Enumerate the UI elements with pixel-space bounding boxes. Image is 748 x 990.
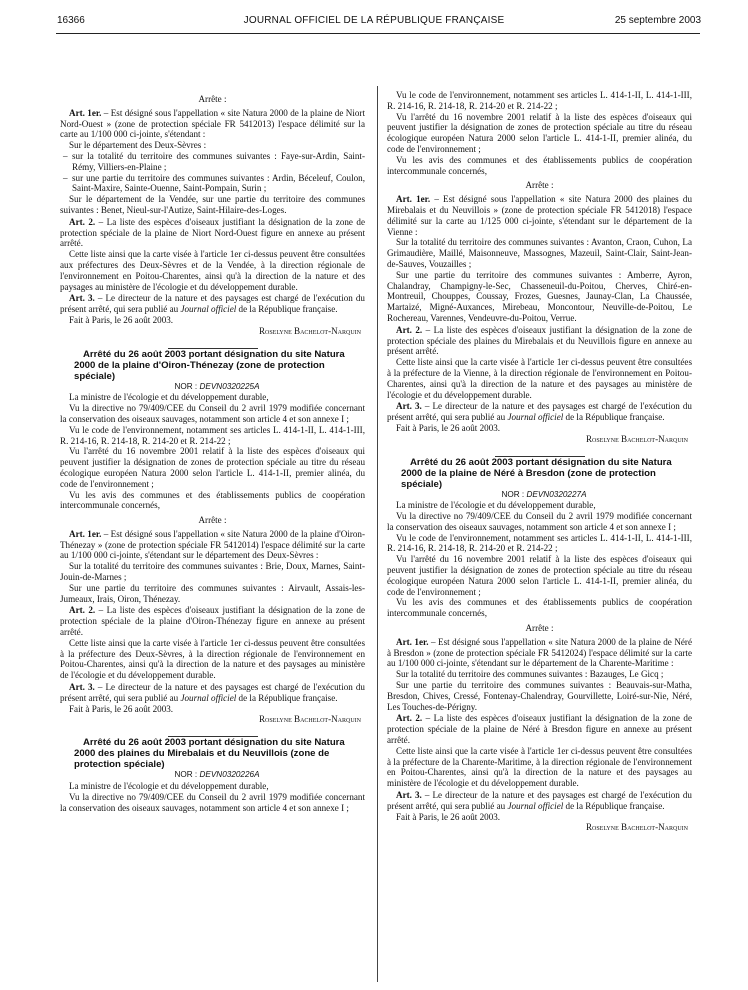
paragraph: La ministre de l'écologie et du développement durable, bbox=[69, 392, 269, 403]
signature-place-date: Fait à Paris, le 26 août 2003. bbox=[69, 314, 174, 325]
article-label: Art. 1er. bbox=[69, 107, 102, 118]
paragraph: Sur une partie du territoire des communes suivantes : Airvault, Assais-les-Jumeaux, Irais, Oiron, Thénezay. bbox=[60, 582, 365, 604]
article-label: Art. 1er. bbox=[396, 636, 429, 647]
signature-place-date: Fait à Paris, le 26 août 2003. bbox=[69, 703, 174, 714]
article-2: Art. 2. – La liste des espèces d'oiseaux justifiant la désignation de la zone de protection spéciale de la plaine de Néré à Bresdon figure en annexe au présent arrêté. bbox=[387, 713, 692, 746]
article-2: Art. 2. – La liste des espèces d'oiseaux justifiant la désignation de la zone de protection spéciale de la plaine d'Oiron-Thénezay figure en annexe au présent arrêté. bbox=[60, 605, 365, 638]
article-1: Art. 1er. – Est désigné sous l'appellation « site Natura 2000 de la plaine de Niort Nord-Ouest » (zone de protection spéciale FR 5412013) l'espace délimité sur la carte au 1/100 000 ci-jointe, s'étendant : bbox=[60, 107, 365, 140]
nor-reference: NOR : DEVN0320225A bbox=[174, 381, 260, 391]
paragraph: Cette liste ainsi que la carte visée à l'article 1er ci-dessus peuvent être consultées aux préfectures des Deux-Sèvres et de la Vendée, à la direction régionale de l'environnement en Poitou-Charentes, ainsi qu'à la direction de la nature et des paysages au ministère de l'écologie et du développement durable. bbox=[60, 249, 365, 292]
header-rule bbox=[56, 33, 700, 34]
journal-title: JOURNAL OFFICIEL DE LA RÉPUBLIQUE FRANÇAISE bbox=[243, 15, 505, 26]
paragraph: Sur la totalité du territoire des communes suivantes : Bazauges, Le Gicq ; bbox=[396, 669, 664, 680]
decree-title: Arrêté du 26 août 2003 portant désignation du site Natura 2000 de la plaine d'Oiron-Thénezay (zone de protection spéciale) bbox=[74, 348, 345, 382]
paragraph: Sur une partie du territoire des communes suivantes : Beauvais-sur-Matha, Bresdon, Chives, Cressé, Fontenay-Chalendray, Gourvillette, Loiré-sur-Nie, Néré, Les Touches-de-Périgny. bbox=[387, 680, 692, 712]
department-line: Sur le département des Deux-Sèvres : bbox=[69, 140, 207, 151]
paragraph: Vu la directive no 79/409/CEE du Conseil du 2 avril 1979 modifiée concernant la conservation des oiseaux sauvages, notamment son article 4 et son annexe I ; bbox=[387, 511, 692, 532]
paragraph: Vu le code de l'environnement, notamment ses articles L. 414-1-II, L. 414-1-III, R. 214-16, R. 214-18, R. 214-20 et R. 214-22 ; bbox=[387, 532, 692, 554]
issue-date: 25 septembre 2003 bbox=[614, 15, 701, 26]
paragraph: Vu l'arrêté du 16 novembre 2001 relatif à la liste des espèces d'oiseaux qui peuvent justifier la désignation de zones de protection spéciale au titre du réseau écologique européen Natura 2000 selon l'article L. 414-1-II, premier alinéa, du code de l'environnement ; bbox=[60, 446, 365, 489]
signature-place-date: Fait à Paris, le 26 août 2003. bbox=[396, 422, 501, 433]
left-column bbox=[60, 90, 365, 813]
paragraph: La ministre de l'écologie et du développement durable, bbox=[396, 500, 596, 511]
paragraph: Cette liste ainsi que la carte visée à l'article 1er ci-dessus peuvent être consultées à la préfecture des Deux-Sèvres, à la direction régionale de l'environnement en Poitou-Charentes, ainsi qu'à la direction de la nature et des paysages au ministère de l'écologie et du développement durable. bbox=[60, 637, 365, 681]
column-divider bbox=[377, 86, 378, 982]
paragraph: Vu les avis des communes et des établissements publics de coopération intercommunale concernés, bbox=[387, 597, 692, 619]
article-3: Art. 3. – Le directeur de la nature et des paysages est chargé de l'exécution du présent arrêté, qui sera publié au Journal officiel de la République française. bbox=[60, 682, 365, 703]
paragraph: Vu les avis des communes et des établissements publics de coopération intercommunale concernés, bbox=[387, 154, 692, 176]
arrete-heading: Arrête : bbox=[198, 94, 227, 104]
decree-title: Arrêté du 26 août 2003 portant désignation du site Natura 2000 de la plaine de Néré à Bresdon (zone de protection spéciale) bbox=[401, 456, 672, 490]
article-1: Art. 1er. – Est désigné sous l'appellation « site Natura 2000 de la plaine d'Oiron-Thénezay » (zone de protection spéciale FR 5412014) l'espace délimité sur la carte au 1/100 000 ci-jointe, s'étendant sur le département des Deux-Sèvres : bbox=[60, 528, 365, 561]
signatory: Roselyne Bachelot-Narquin bbox=[258, 325, 361, 336]
paragraph: Cette liste ainsi que la carte visée à l'article 1er ci-dessus peuvent être consultées à la préfecture de la Vienne, à la direction régionale de l'environnement en Poitou-Charentes, ainsi qu'à la direction de la nature et des paysages au ministère de l'écologie et du développement durable. bbox=[387, 357, 692, 400]
article-2: Art. 2. – La liste des espèces d'oiseaux justifiant la désignation de la zone de protection spéciale des plaines du Mirebalais et du Neuvillois figure en annexe au présent arrêté. bbox=[387, 324, 692, 357]
paragraph: Vu l'arrêté du 16 novembre 2001 relatif à la liste des espèces d'oiseaux qui peuvent justifier la désignation de zones de protection spéciale au titre du réseau écologique européen Natura 2000 selon l'article L. 414-1-II, premier alinéa, du code de l'environnement ; bbox=[387, 554, 692, 597]
paragraph: Vu les avis des communes et des établissements publics de coopération intercommunale concernés, bbox=[60, 489, 365, 511]
decree-title: Arrêté du 26 août 2003 portant désignation du site Natura 2000 des plaines du Mirebalais et du Neuvillois (zone de protection spéciale) bbox=[74, 737, 345, 771]
article-1: Art. 1er. – Est désigné sous l'appellation « site Natura 2000 de la plaine de Néré à Bresdon » (zone de protection spéciale FR 5412024) l'espace délimité sur la carte au 1/100 000 ci-jointe, s'étendant sur le département de la Charente-Maritime : bbox=[387, 636, 692, 669]
list-item: – sur une partie du territoire des communes suivantes : Ardin, Béceleuf, Coulon, Saint-Maxire, Sainte-Ouenne, Saint-Pompain, Surin ; bbox=[60, 173, 365, 195]
paragraph: Cette liste ainsi que la carte visée à l'article 1er ci-dessus peuvent être consultées à la préfecture de la Charente-Maritime, à la direction régionale de l'environnement en Poitou-Charentes, ainsi qu'à la direction de la nature et des paysages au ministère de l'écologie et du développement durable. bbox=[387, 745, 692, 789]
article-label: Art. 2. bbox=[396, 713, 423, 724]
article-label: Art. 3. bbox=[69, 682, 95, 693]
page-header bbox=[0, 0, 748, 28]
article-2: Art. 2. – La liste des espèces d'oiseaux justifiant la désignation de la zone de protection spéciale de la plaine de Niort Nord-Ouest figure en annexe au présent arrêté. bbox=[60, 216, 365, 249]
list-item: – sur la totalité du territoire des communes suivantes : Faye-sur-Ardin, Saint-Rémy, Villiers-en-Plaine ; bbox=[60, 151, 365, 173]
department-line: Sur le département de la Vendée, sur une partie du territoire des communes suivantes : Benet, Nieul-sur-l'Autize, Saint-Hilaire-des-Loges. bbox=[60, 194, 365, 215]
paragraph: Vu la directive no 79/409/CEE du Conseil du 2 avril 1979 modifiée concernant la conservation des oiseaux sauvages, notamment son article 4 et son annexe I ; bbox=[60, 403, 365, 424]
arrete-heading: Arrête : bbox=[525, 623, 554, 634]
paragraph: Vu le code de l'environnement, notamment ses articles L. 414-1-II, L. 414-1-III, R. 214-16, R. 214-18, R. 214-20 et R. 214-22 ; bbox=[60, 424, 365, 446]
signature-place-date: Fait à Paris, le 26 août 2003. bbox=[396, 811, 501, 822]
arrete-heading: Arrête : bbox=[198, 515, 227, 526]
article-label: Art. 3. bbox=[69, 293, 95, 304]
signatory: Roselyne Bachelot-Narquin bbox=[258, 714, 361, 725]
right-column bbox=[387, 90, 692, 833]
paragraph: Sur la totalité du territoire des communes suivantes : Avanton, Craon, Cuhon, La Grimaudière, Maillé, Maisonneuve, Massognes, Mazeuil, Saint-Clair, Saint-Jean-de-Sauves, Vouzailles ; bbox=[387, 237, 692, 269]
paragraph: La ministre de l'écologie et du développement durable, bbox=[69, 781, 269, 792]
article-label: Art. 1er. bbox=[396, 194, 431, 205]
paragraph: Vu la directive no 79/409/CEE du Conseil du 2 avril 1979 modifiée concernant la conservation des oiseaux sauvages, notamment son article 4 et son annexe I ; bbox=[60, 791, 365, 813]
article-3: Art. 3. – Le directeur de la nature et des paysages est chargé de l'exécution du présent arrêté, qui sera publié au Journal officiel de la République française. bbox=[60, 293, 365, 315]
paragraph: Sur une partie du territoire des communes suivantes : Amberre, Ayron, Chalandray, Champigny-le-Sec, Chasseneuil-du-Poitou, Cherves, Chiré-en-Montreuil, Chouppes, Coussay, Frozes, Guesnes, Jaunay-Clan, La Chaussée, Martaizé, Migné-Auxances, Mirebeau, Moncontour, Neuville-de-Poitou, Le Rochereau, Varennes, Vendeuvre-du-Poitou, Verrue. bbox=[387, 269, 692, 323]
nor-reference: NOR : DEVN0320226A bbox=[174, 770, 260, 780]
article-label: Art. 3. bbox=[396, 790, 422, 801]
article-1: Art. 1er. – Est désigné sous l'appellation « site Natura 2000 des plaines du Mirebalais et du Neuvillois » (zone de protection spéciale FR 5412018) l'espace délimité sur la carte au 1/125 000 ci-jointe, s'étendant sur le département de la Vienne : bbox=[387, 194, 692, 237]
article-label: Art. 2. bbox=[69, 216, 96, 227]
paragraph: Sur la totalité du territoire des communes suivantes : Brie, Doux, Marnes, Saint-Jouin-de-Marnes ; bbox=[60, 561, 365, 583]
article-3: Art. 3. – Le directeur de la nature et des paysages est chargé de l'exécution du présent arrêté, qui sera publié au Journal officiel de la République française. bbox=[387, 401, 692, 423]
article-label: Art. 3. bbox=[396, 401, 422, 412]
article-label: Art. 1er. bbox=[69, 528, 102, 539]
paragraph: Vu le code de l'environnement, notamment ses articles L. 414-1-II, L. 414-1-III, R. 214-16, R. 214-18, R. 214-20 et R. 214-22 ; bbox=[387, 90, 692, 111]
article-3: Art. 3. – Le directeur de la nature et des paysages est chargé de l'exécution du présent arrêté, qui sera publié au Journal officiel de la République française. bbox=[387, 790, 692, 811]
article-label: Art. 2. bbox=[69, 605, 96, 616]
paragraph: Vu l'arrêté du 16 novembre 2001 relatif à la liste des espèces d'oiseaux qui peuvent justifier la désignation de zones de protection spéciale au titre du réseau écologique européen Natura 2000 selon l'article L. 414-1-II, premier alinéa, du code de l'environnement ; bbox=[387, 111, 692, 154]
signatory: Roselyne Bachelot-Narquin bbox=[585, 433, 688, 444]
arrete-heading: Arrête : bbox=[525, 180, 554, 191]
nor-reference: NOR : DEVN0320227A bbox=[501, 489, 587, 499]
article-label: Art. 2. bbox=[396, 324, 423, 335]
page-number: 16366 bbox=[57, 15, 85, 26]
signatory: Roselyne Bachelot-Narquin bbox=[585, 822, 688, 833]
